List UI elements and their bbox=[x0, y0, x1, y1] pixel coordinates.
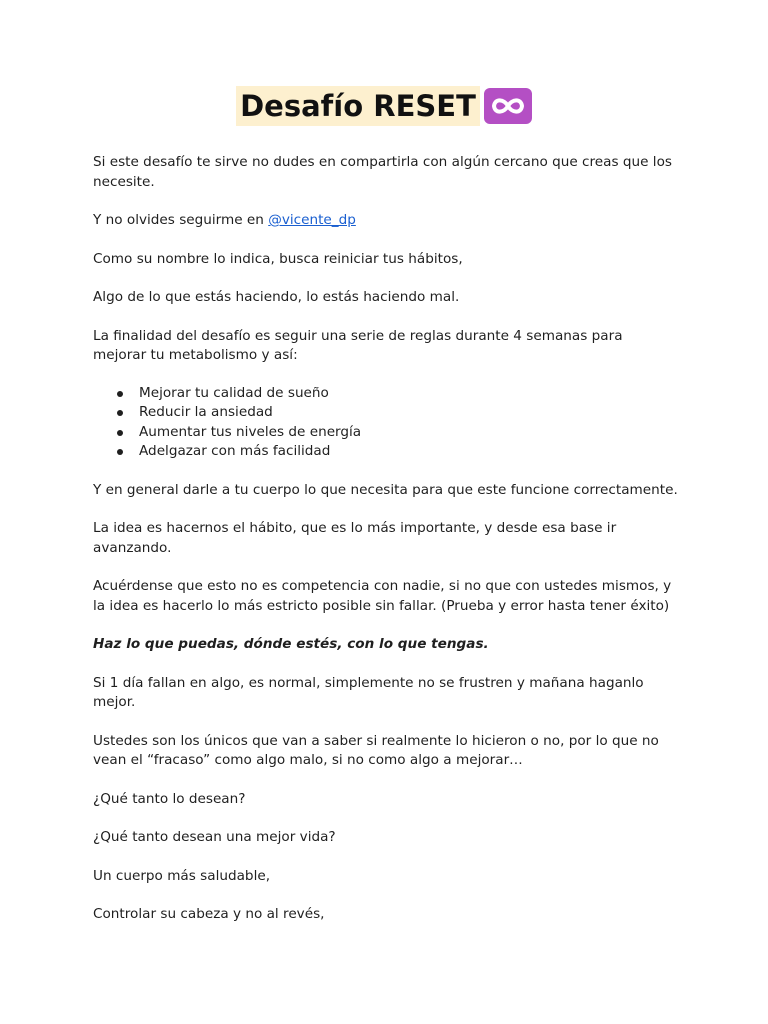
paragraph-share: Si este desafío te sirve no dudes en compartirla con algún cercano que creas que los necesite. bbox=[93, 154, 672, 190]
follow-text: Y no olvides seguirme en bbox=[93, 212, 269, 228]
paragraph-healthier-body: Un cuerpo más saludable, bbox=[93, 867, 271, 884]
paragraph-competition: Acuérdense que esto no es competencia con nadie, si no que con ustedes mismos, y la idea es hacerlo lo más estricto posible sin fallar. (Prueba y error hasta tener éxito) bbox=[93, 578, 672, 614]
list-item: Mejorar tu calidad de sueño bbox=[139, 384, 678, 404]
paragraph-failing: Si 1 día fallan en algo, es normal, simplemente no se frustren y mañana haganlo mejor. bbox=[93, 674, 644, 710]
paragraph-question-2: ¿Qué tanto desean una mejor vida? bbox=[93, 829, 336, 845]
document-body bbox=[93, 153, 678, 944]
paragraph-failure: Ustedes son los únicos que van a saber si realmente lo hicieron o no, por lo que no vean el “fracaso” como algo malo, si no como algo a mejorar… bbox=[93, 732, 659, 768]
list-item: Adelgazar con más facilidad bbox=[139, 442, 678, 462]
infinity-icon bbox=[484, 88, 532, 124]
paragraph-doing-wrong: Algo de lo que estás haciendo, lo estás haciendo mal. bbox=[93, 289, 460, 305]
paragraph-question-1: ¿Qué tanto lo desean? bbox=[93, 790, 246, 807]
benefits-list bbox=[93, 384, 678, 462]
instagram-handle-link[interactable]: @vicente_dp bbox=[268, 212, 356, 228]
infinity-glyph bbox=[488, 95, 528, 117]
list-item: Reducir la ansiedad bbox=[139, 403, 678, 423]
paragraph-control-head: Controlar su cabeza y no al revés, bbox=[93, 906, 325, 922]
paragraph-general: Y en general darle a tu cuerpo lo que necesita para que este funcione correctamente. bbox=[93, 481, 678, 498]
paragraph-motto: Haz lo que puedas, dónde estés, con lo que tengas. bbox=[93, 636, 489, 652]
list-item: Aumentar tus niveles de energía bbox=[139, 423, 678, 443]
title-row bbox=[0, 86, 768, 126]
paragraph-reset-habits: Como su nombre lo indica, busca reiniciar tus hábitos, bbox=[93, 250, 463, 267]
page-title: Desafío RESET bbox=[236, 86, 480, 126]
paragraph-habit: La idea es hacernos el hábito, que es lo más importante, y desde esa base ir avanzando. bbox=[93, 520, 617, 556]
paragraph-follow bbox=[93, 211, 678, 231]
paragraph-goal: La finalidad del desafío es seguir una serie de reglas durante 4 semanas para mejorar tu metabolismo y así: bbox=[93, 327, 623, 363]
